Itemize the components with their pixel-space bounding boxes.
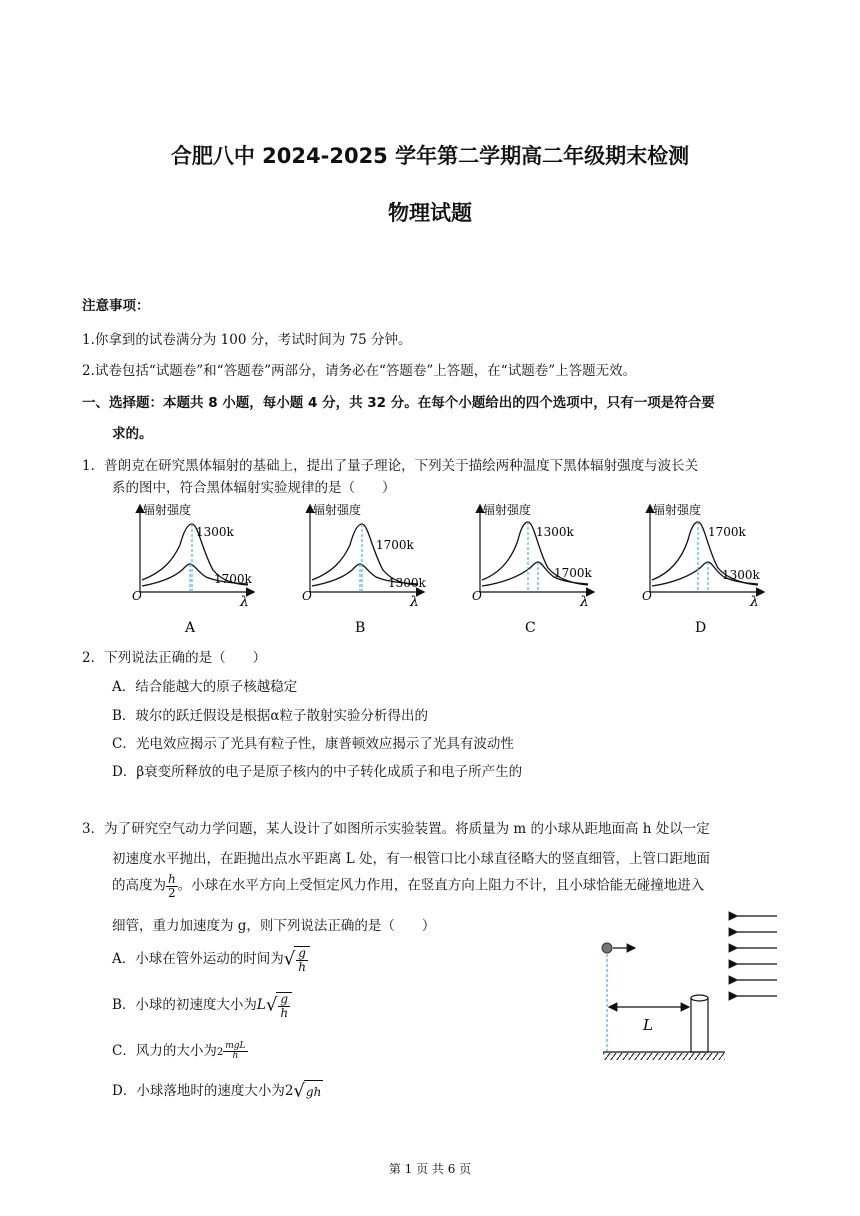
svg-text:O: O — [472, 589, 482, 603]
svg-text:1700k: 1700k — [376, 538, 414, 552]
svg-text:λ: λ — [580, 594, 589, 610]
svg-text:1700k: 1700k — [554, 566, 592, 580]
graph-b-ylabel: 辐射强度 — [313, 503, 362, 517]
notice-item-1: 1.你拿到的试卷满分为 100 分，考试时间为 75 分钟。 — [82, 332, 412, 348]
graph-a-ylabel: 辐射强度 — [143, 503, 192, 517]
q3-stem-line1: 3．为了研究空气动力学问题，某人设计了如图所示实验装置。将质量为 m 的小球从距地面高 h 处以一定 — [82, 821, 710, 837]
ball — [602, 943, 612, 953]
q1-stem-line2: 系的图中，符合黑体辐射实验规律的是（ ） — [112, 480, 396, 496]
vertical-tube — [691, 998, 708, 1052]
svg-text:λ: λ — [240, 594, 249, 610]
svg-text:O: O — [132, 589, 142, 603]
notice-item-2: 2.试卷包括“试题卷”和“答题卷”两部分，请务必在“答题卷”上答题，在“试题卷”上答题无效。 — [82, 363, 637, 379]
q3-figure — [595, 905, 790, 1070]
page-footer: 第 1 页 共 6 页 — [388, 1162, 472, 1176]
q1-stem-line1: 1．普朗克在研究黑体辐射的基础上，提出了量子理论，下列关于描绘两种温度下黑体辐射强度与波长关 — [82, 458, 699, 474]
section-heading-cont: 求的。 — [112, 426, 153, 442]
svg-text:1300k: 1300k — [536, 525, 574, 539]
q3-stem-line2: 初速度水平抛出，在距抛出点水平距离 L 处，有一根管口比小球直径略大的竖直细管，上管口距地面 — [112, 851, 711, 867]
q3-option-c: C．风力的大小为2 $\frac{\text{mgL}}{h}$ — [112, 1040, 246, 1061]
q3-stem-line4: 细管，重力加速度为 g，则下列说法正确的是（ ） — [112, 918, 436, 934]
figure-L-label: L — [643, 1016, 653, 1034]
graph-b — [302, 502, 427, 636]
q3-stem-line3: 的高度为 $\frac{h}{2}$ 。小球在水平方向上受恒定风力作用，在竖直方向上阻力不计，且小球恰能无碰撞地进入 — [112, 872, 705, 900]
svg-text:1300k: 1300k — [196, 525, 234, 539]
q3-option-d: D．小球落地时的速度大小为2√gh — [112, 1080, 322, 1102]
svg-text:1300k: 1300k — [722, 568, 760, 582]
graph-b-label: B — [355, 620, 366, 636]
q2-option-c: C．光电效应揭示了光具有粒子性，康普顿效应揭示了光具有波动性 — [112, 736, 514, 752]
q3-option-b: B．小球的初速度大小为L√ $\frac{g}{h}$ — [112, 992, 292, 1019]
graph-c-label: C — [525, 620, 536, 636]
graph-d — [642, 502, 763, 636]
section-heading: 一、选择题：本题共 8 小题，每小题 4 分，共 32 分。在每个小题给出的四个选项中，只有一项是符合要 — [82, 395, 715, 411]
notice-heading: 注意事项： — [82, 298, 150, 314]
q2-stem: 2．下列说法正确的是（ ） — [82, 650, 267, 666]
svg-text:O: O — [642, 589, 652, 603]
q2-option-d: D．β衰变所释放的电子是原子核内的中子转化成质子和电子所产生的 — [112, 764, 523, 780]
exam-title: 合肥八中 2024-2025 学年第二学期高二年级期末检测 — [170, 144, 690, 168]
svg-text:1700k: 1700k — [708, 525, 746, 539]
graph-d-label: D — [695, 620, 707, 636]
exam-subtitle: 物理试题 — [388, 201, 472, 225]
svg-text:O: O — [302, 589, 312, 603]
q1-graphs — [118, 500, 798, 640]
graph-a-label: A — [185, 620, 196, 636]
q2-option-a: A．结合能越大的原子核越稳定 — [112, 679, 298, 695]
svg-text:λ: λ — [750, 594, 759, 610]
svg-text:1300k: 1300k — [388, 576, 426, 590]
svg-text:λ: λ — [410, 594, 419, 610]
svg-text:1700k: 1700k — [214, 572, 252, 586]
graph-d-ylabel: 辐射强度 — [653, 503, 702, 517]
graph-c — [472, 502, 593, 636]
wind-arrows — [737, 916, 777, 996]
graph-a — [132, 502, 253, 636]
graph-c-ylabel: 辐射强度 — [483, 503, 532, 517]
q3-option-a: A．小球在管外运动的时间为√ $\frac{g}{h}$ — [112, 946, 310, 973]
q2-option-b: B．玻尔的跃迁假设是根据α粒子散射实验分析得出的 — [112, 708, 429, 724]
